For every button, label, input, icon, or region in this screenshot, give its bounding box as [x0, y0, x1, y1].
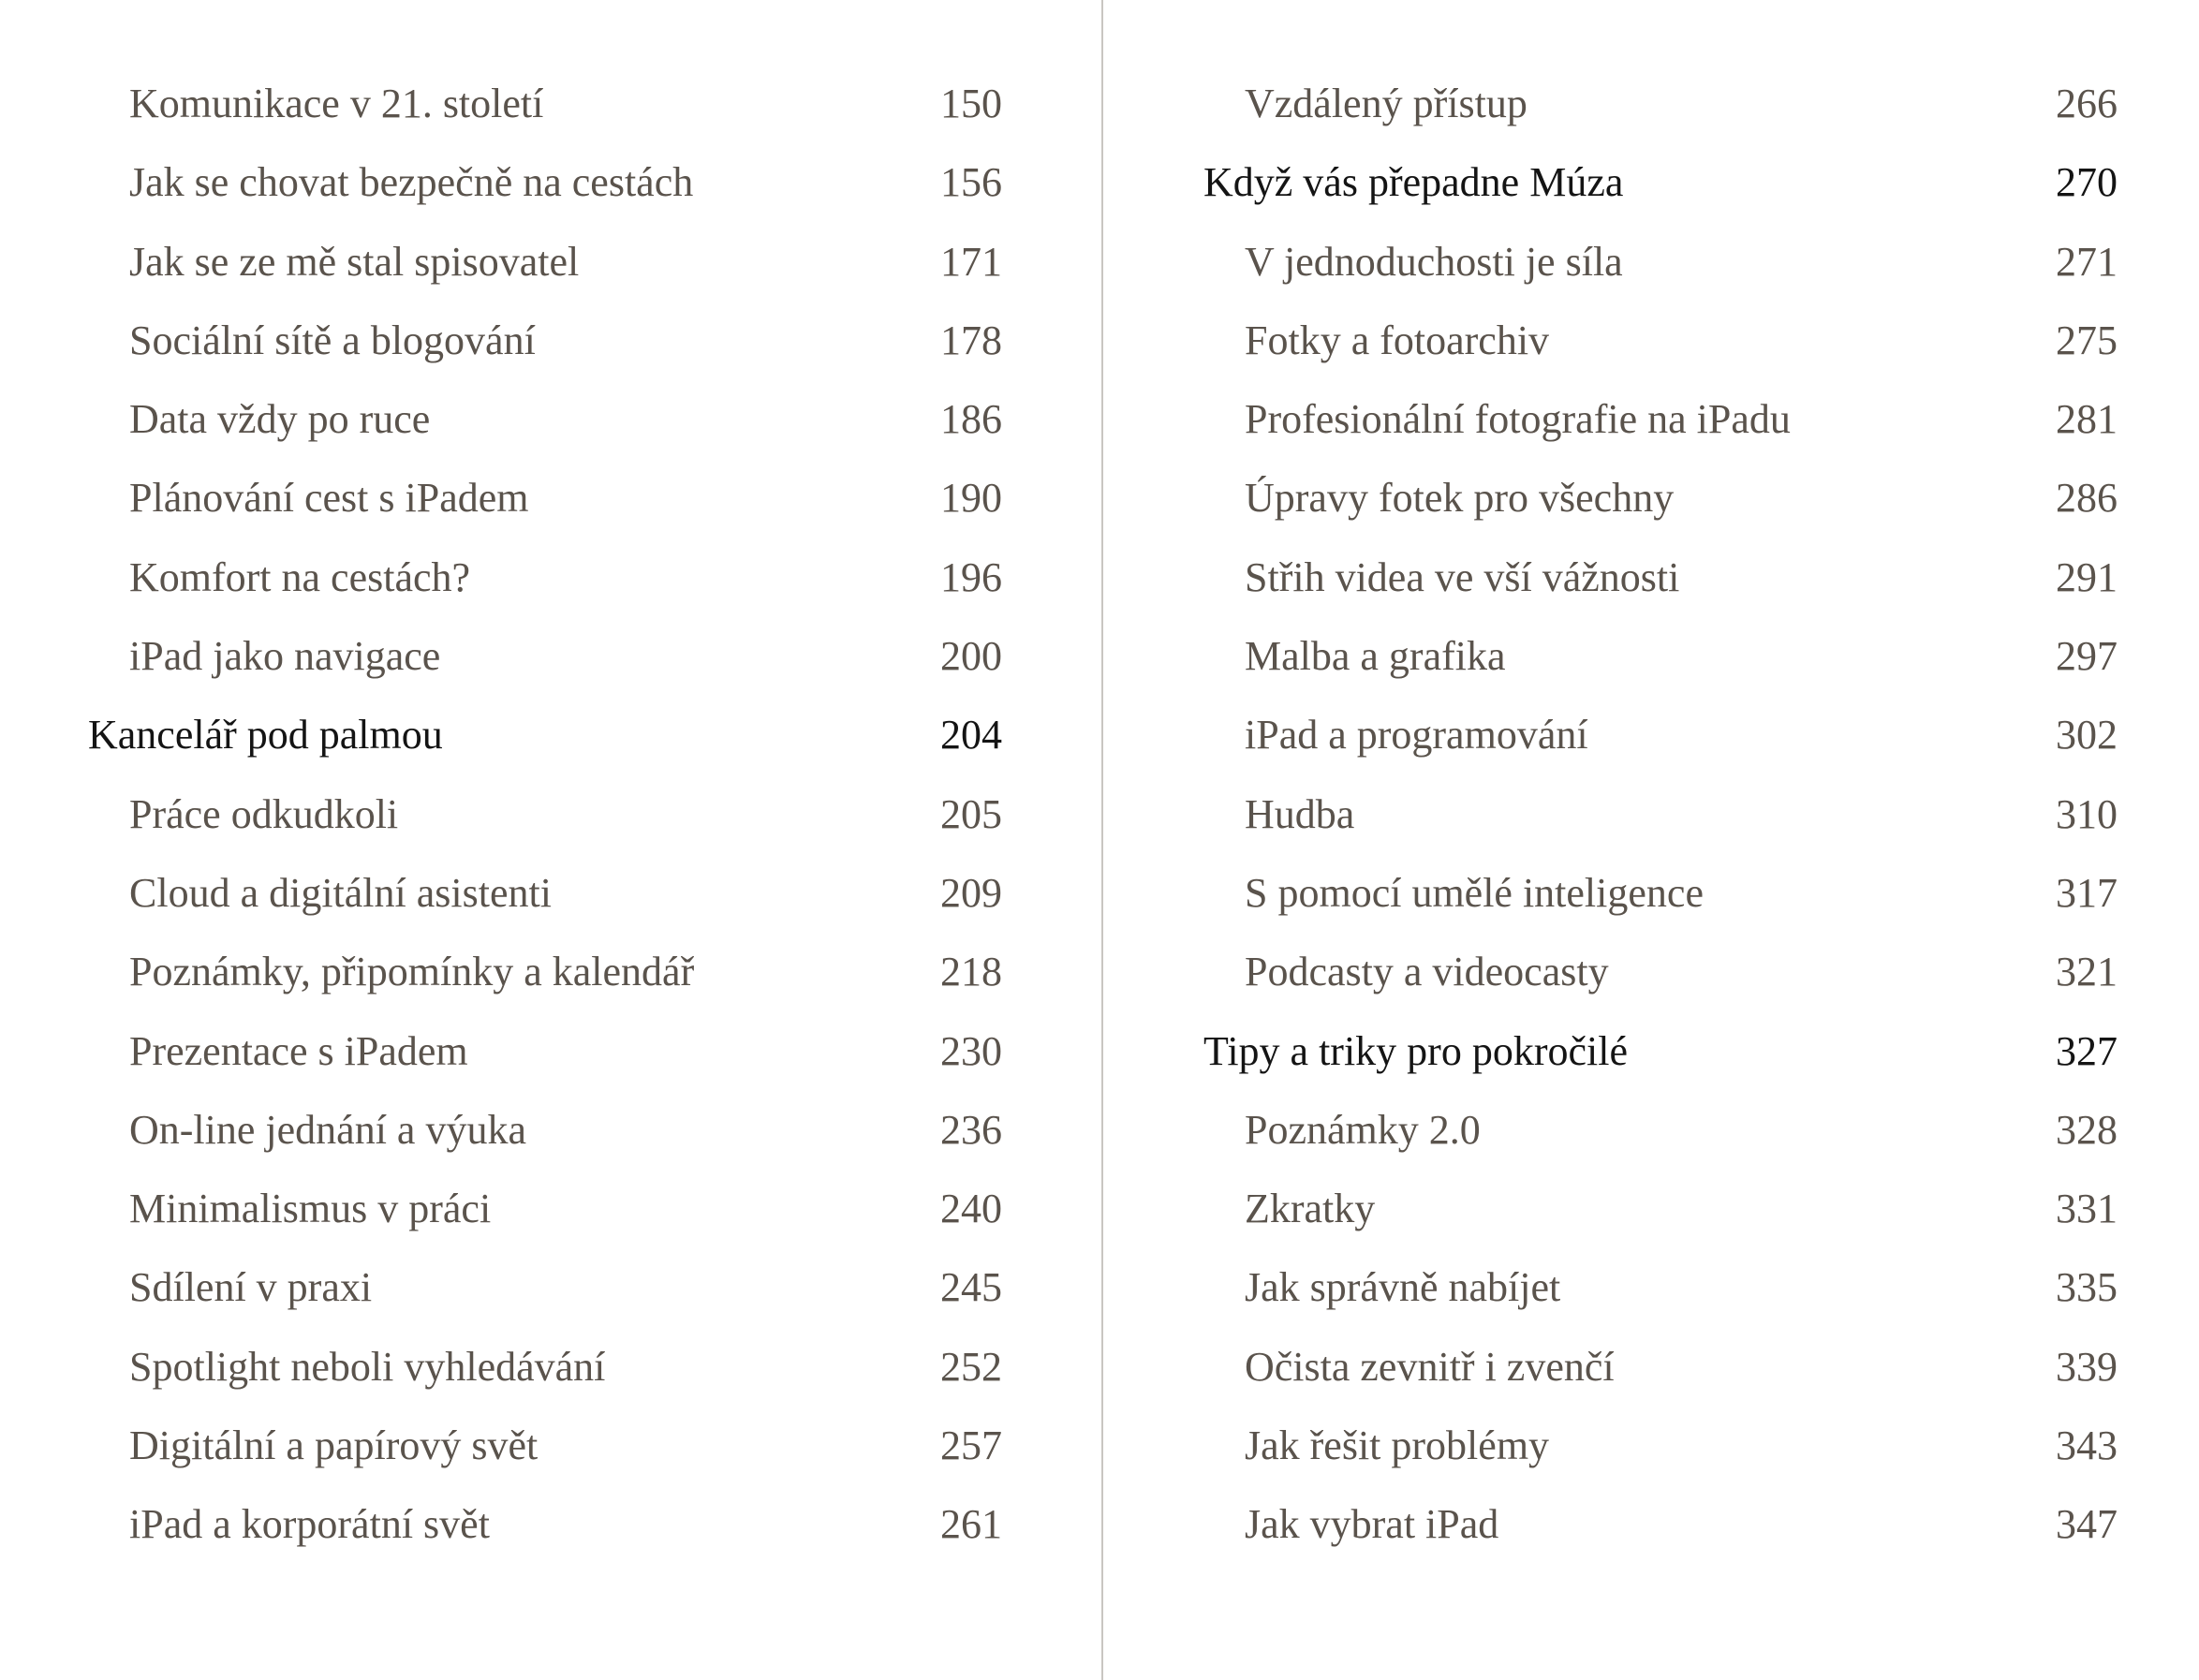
toc-entry[interactable] — [88, 1024, 1002, 1103]
toc-entry[interactable] — [1203, 471, 2118, 550]
toc-entry-title: On-line jednání a výuka — [129, 1106, 526, 1153]
toc-entry-title: iPad jako navigace — [129, 633, 441, 680]
toc-entry[interactable] — [1203, 629, 2118, 708]
toc-list-left — [88, 77, 1002, 1577]
toc-entry[interactable] — [1203, 314, 2118, 392]
toc-entry[interactable] — [1203, 1419, 2118, 1497]
toc-entry[interactable] — [88, 1340, 1002, 1419]
toc-entry-title: Malba a grafika — [1245, 633, 1506, 680]
toc-entry-title: Poznámky 2.0 — [1245, 1106, 1481, 1153]
toc-entry[interactable] — [88, 945, 1002, 1024]
toc-entry-page-number: 245 — [940, 1264, 1002, 1311]
toc-entry-title: Hudba — [1245, 790, 1355, 837]
right-page — [1102, 0, 2199, 1680]
toc-entry-page-number: 178 — [940, 317, 1002, 363]
toc-entry-title: V jednoduchosti je síla — [1245, 238, 1623, 285]
toc-entry-title: Zkratky — [1245, 1186, 1376, 1232]
toc-entry[interactable] — [88, 155, 1002, 234]
toc-entry-page-number: 291 — [2056, 553, 2118, 600]
toc-entry[interactable] — [88, 314, 1002, 392]
toc-entry[interactable] — [1203, 1103, 2118, 1182]
toc-entry-page-number: 347 — [2056, 1501, 2118, 1548]
toc-entry[interactable] — [1203, 866, 2118, 945]
toc-entry-title: Jak vybrat iPad — [1245, 1501, 1499, 1548]
toc-entry-title: Střih videa ve vší vážnosti — [1245, 553, 1680, 600]
toc-entry-page-number: 252 — [940, 1343, 1002, 1390]
toc-entry[interactable] — [88, 1103, 1002, 1182]
toc-entry-title: Cloud a digitální asistenti — [129, 869, 552, 916]
toc-entry-page-number: 190 — [940, 475, 1002, 522]
toc-entry-page-number: 150 — [940, 81, 1002, 126]
toc-entry-title: Komunikace v 21. století — [129, 81, 544, 126]
toc-entry-page-number: 209 — [940, 869, 1002, 916]
toc-entry[interactable] — [1203, 788, 2118, 866]
toc-entry-title: Jak správně nabíjet — [1245, 1264, 1561, 1311]
toc-entry-page-number: 240 — [940, 1186, 1002, 1232]
toc-entry-page-number: 317 — [2056, 869, 2118, 916]
toc-entry-page-number: 321 — [2056, 949, 2118, 995]
toc-entry[interactable] — [88, 1497, 1002, 1576]
toc-entry-page-number: 261 — [940, 1501, 1002, 1548]
toc-entry-page-number: 275 — [2056, 317, 2118, 363]
toc-section-heading[interactable] — [88, 708, 1002, 787]
toc-list-right — [1203, 77, 2118, 1577]
toc-entry-page-number: 236 — [940, 1106, 1002, 1153]
toc-entry-title: Očista zevnitř i zvenčí — [1245, 1343, 1615, 1390]
toc-entry-title: Kancelář pod palmou — [88, 712, 443, 759]
toc-entry-title: Vzdálený přístup — [1245, 81, 1527, 126]
toc-entry-title: Práce odkudkoli — [129, 790, 399, 837]
toc-entry[interactable] — [1203, 77, 2118, 155]
toc-entry-page-number: 343 — [2056, 1422, 2118, 1469]
toc-entry-page-number: 205 — [940, 790, 1002, 837]
toc-entry-title: Tipy a triky pro pokročilé — [1203, 1027, 1628, 1074]
toc-entry-title: Úpravy fotek pro všechny — [1245, 475, 1675, 522]
toc-entry-title: Minimalismus v práci — [129, 1186, 492, 1232]
toc-entry[interactable] — [88, 551, 1002, 629]
toc-entry-title: Profesionální fotografie na iPadu — [1245, 396, 1791, 443]
toc-entry[interactable] — [1203, 1260, 2118, 1339]
toc-entry-page-number: 266 — [2056, 81, 2118, 126]
toc-entry[interactable] — [88, 471, 1002, 550]
toc-entry-title: iPad a korporátní svět — [129, 1501, 490, 1548]
toc-entry-page-number: 271 — [2056, 238, 2118, 285]
toc-entry-title: Prezentace s iPadem — [129, 1027, 468, 1074]
toc-entry-page-number: 200 — [940, 633, 1002, 680]
toc-entry-page-number: 331 — [2056, 1186, 2118, 1232]
toc-entry-title: Spotlight neboli vyhledávání — [129, 1343, 606, 1390]
toc-entry-title: Jak řešit problémy — [1245, 1422, 1550, 1469]
toc-entry-title: Komfort na cestách? — [129, 553, 471, 600]
toc-entry-title: Plánování cest s iPadem — [129, 475, 529, 522]
toc-entry-page-number: 286 — [2056, 475, 2118, 522]
toc-entry-page-number: 339 — [2056, 1343, 2118, 1390]
toc-entry-page-number: 310 — [2056, 790, 2118, 837]
toc-entry-page-number: 186 — [940, 396, 1002, 443]
toc-entry-page-number: 257 — [940, 1422, 1002, 1469]
toc-entry-page-number: 204 — [940, 712, 1002, 759]
toc-entry-title: S pomocí umělé inteligence — [1245, 869, 1704, 916]
toc-entry[interactable] — [1203, 708, 2118, 787]
toc-entry-title: Sociální sítě a blogování — [129, 317, 536, 363]
toc-section-heading[interactable] — [1203, 1024, 2118, 1103]
toc-entry-page-number: 297 — [2056, 633, 2118, 680]
toc-entry-page-number: 302 — [2056, 712, 2118, 759]
toc-entry-page-number: 196 — [940, 553, 1002, 600]
toc-entry-page-number: 156 — [940, 159, 1002, 206]
toc-entry[interactable] — [88, 1182, 1002, 1260]
toc-entry-title: Data vždy po ruce — [129, 396, 431, 443]
toc-entry-title: Fotky a fotoarchiv — [1245, 317, 1550, 363]
toc-entry[interactable] — [88, 866, 1002, 945]
toc-entry-page-number: 230 — [940, 1027, 1002, 1074]
toc-entry-page-number: 270 — [2056, 159, 2118, 206]
toc-entry-title: Jak se ze mě stal spisovatel — [129, 238, 580, 285]
toc-entry-page-number: 328 — [2056, 1106, 2118, 1153]
toc-entry-page-number: 281 — [2056, 396, 2118, 443]
toc-entry[interactable] — [1203, 945, 2118, 1024]
toc-entry[interactable] — [88, 235, 1002, 314]
toc-entry-page-number: 335 — [2056, 1264, 2118, 1311]
toc-entry[interactable] — [88, 1260, 1002, 1339]
toc-entry[interactable] — [1203, 1182, 2118, 1260]
toc-section-heading[interactable] — [1203, 155, 2118, 234]
toc-entry[interactable] — [88, 1419, 1002, 1497]
toc-entry[interactable] — [1203, 392, 2118, 471]
toc-entry-title: iPad a programování — [1245, 712, 1588, 759]
toc-entry[interactable] — [1203, 235, 2118, 314]
toc-entry-page-number: 218 — [940, 949, 1002, 995]
toc-entry-title: Digitální a papírový svět — [129, 1422, 539, 1469]
toc-entry-title: Podcasty a videocasty — [1245, 949, 1609, 995]
toc-entry[interactable] — [88, 788, 1002, 866]
toc-entry[interactable] — [1203, 1340, 2118, 1419]
toc-entry-title: Když vás přepadne Múza — [1203, 159, 1624, 206]
toc-entry-title: Jak se chovat bezpečně na cestách — [129, 159, 694, 206]
toc-entry-page-number: 171 — [940, 238, 1002, 285]
toc-entry[interactable] — [88, 392, 1002, 471]
toc-entry-title: Poznámky, připomínky a kalendář — [129, 949, 695, 995]
toc-entry-title: Sdílení v praxi — [129, 1264, 373, 1311]
toc-entry[interactable] — [1203, 1497, 2118, 1576]
toc-entry[interactable] — [88, 77, 1002, 155]
toc-entry-page-number: 327 — [2056, 1027, 2118, 1074]
toc-entry[interactable] — [1203, 551, 2118, 629]
toc-entry[interactable] — [88, 629, 1002, 708]
